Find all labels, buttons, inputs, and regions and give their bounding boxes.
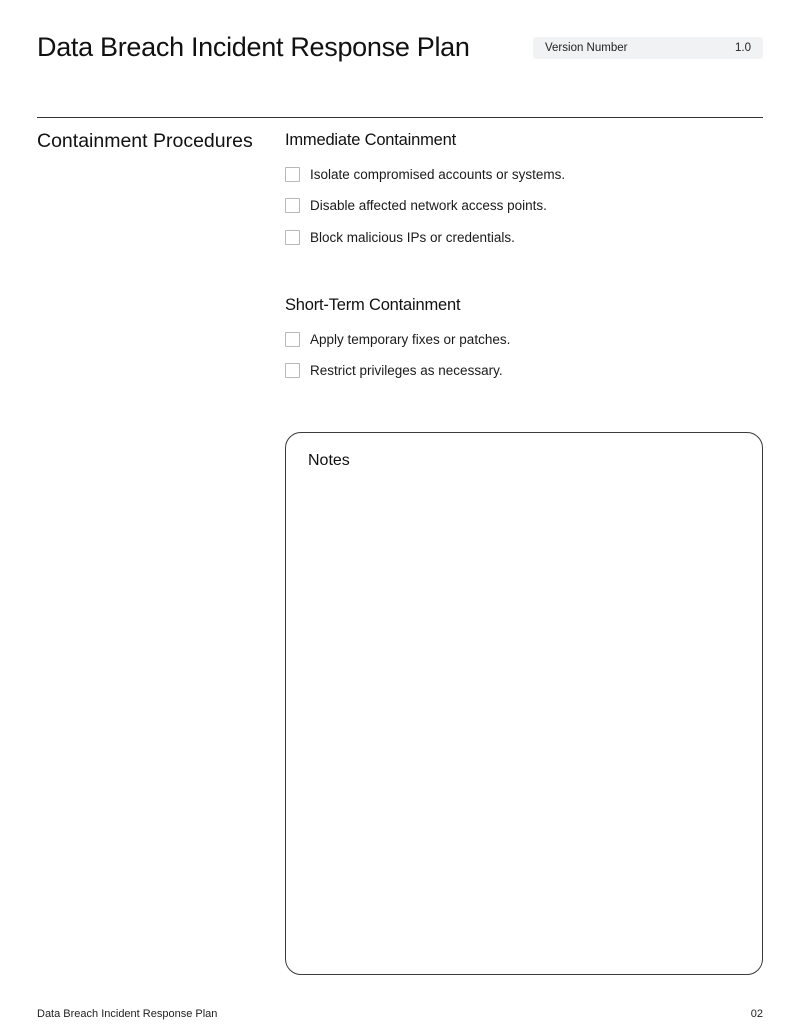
notes-label: Notes xyxy=(308,452,350,469)
immediate-containment-heading: Immediate Containment xyxy=(285,131,456,149)
checkbox[interactable] xyxy=(285,230,300,245)
checkbox[interactable] xyxy=(285,167,300,182)
footer-document-name: Data Breach Incident Response Plan xyxy=(37,1008,218,1020)
checklist-item-label: Isolate compromised accounts or systems. xyxy=(310,166,566,182)
checklist-item[interactable] xyxy=(285,164,565,184)
checkbox[interactable] xyxy=(285,363,300,378)
checkbox[interactable] xyxy=(285,198,300,213)
checklist-item[interactable] xyxy=(285,227,515,247)
version-number-label: Version Number xyxy=(545,42,628,54)
checklist-item[interactable] xyxy=(285,195,547,215)
checklist-item-label: Disable affected network access points. xyxy=(310,197,547,213)
checklist-item-label: Restrict privileges as necessary. xyxy=(310,362,503,378)
notes-box[interactable] xyxy=(285,432,763,975)
short-term-containment-heading: Short-Term Containment xyxy=(285,296,461,314)
header-divider xyxy=(37,117,763,118)
document-title: Data Breach Incident Response Plan xyxy=(37,32,470,62)
checklist-item-label: Block malicious IPs or credentials. xyxy=(310,229,515,245)
checklist-item[interactable] xyxy=(285,329,510,349)
section-title: Containment Procedures xyxy=(37,130,253,152)
footer-page-number: 02 xyxy=(750,1008,763,1020)
checklist-item[interactable] xyxy=(285,360,503,380)
version-number-field xyxy=(533,37,763,59)
version-number-value: 1.0 xyxy=(735,42,751,54)
checklist-item-label: Apply temporary fixes or patches. xyxy=(310,331,511,347)
checkbox[interactable] xyxy=(285,332,300,347)
